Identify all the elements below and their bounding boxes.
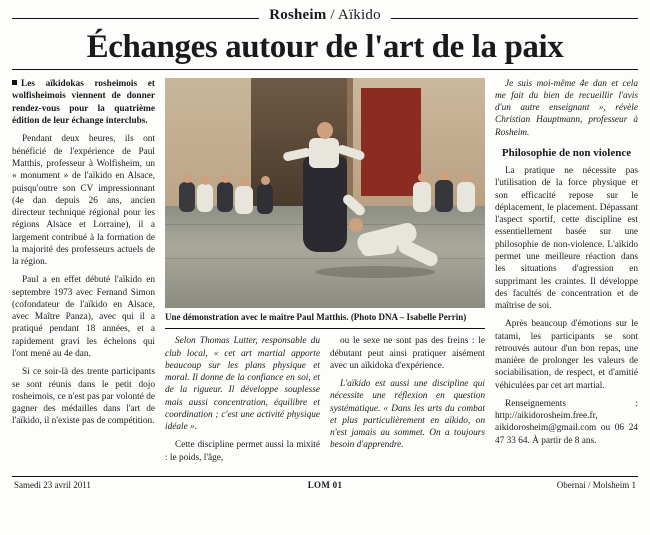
figure-head [201, 176, 210, 185]
figure-head [440, 171, 449, 180]
figure-seated [217, 182, 233, 212]
column-mid-left [165, 335, 320, 470]
figure-seated [197, 184, 213, 212]
article-columns [12, 78, 638, 470]
column-left [12, 78, 155, 434]
section-kicker [12, 0, 638, 24]
paragraph: L'aïkido est aussi une discipline qui nécessite une réflexion en question systématique. « Dans les arts du combat et plus particulièrement en aïkido, on n'est jamais au sommet. On a toujours besoin d'apprendre. [330, 379, 485, 451]
paragraph: Selon Thomas Lutter, responsable du club local, « cet art martial apporte beaucoup sur les plans physique et moral. Il donne de la confiance en soi, et de la rigueur. Il développe souplesse mais aussi concentration, équilibre et coordination ; c'est une activité physique idéale ». [165, 336, 320, 433]
section-sub: Aïkido [337, 7, 381, 23]
subheading-philosophy: Philosophie de non violence [501, 146, 632, 159]
contact-info: Renseignements : http://aikidorosheim.free.fr, aikidorosheim@gmail.com ou 06 24 47 33 64. À partir de 8 ans. [495, 398, 638, 446]
figure-master-head [317, 122, 333, 139]
column-right [495, 78, 638, 453]
figure-seated [457, 182, 475, 212]
figure-head [462, 173, 471, 182]
column-mid-right [330, 335, 485, 470]
figure-seated [179, 182, 195, 212]
figure-head [240, 177, 249, 186]
photo-figures [165, 78, 485, 308]
paragraph: Paul a en effet débuté l'aïkido en septembre 1973 avec Fernand Simon (cofondateur de l'aïkido en Alsace, avec Maître Panza), avec qui il a pratiqué pendant 18 années, et a rapidement gravi les échelons qui l'ont mené au 4e dan. [12, 275, 155, 359]
figure-uke-leg [360, 240, 397, 257]
figure-uke-leg [396, 237, 440, 268]
bullet-square-icon [12, 80, 17, 85]
figure-uke-head [349, 218, 363, 232]
headline-rule [12, 69, 638, 70]
page-title: Échanges autour de l'art de la paix [86, 29, 564, 65]
section-main: Rosheim [269, 7, 327, 23]
lead-text: Les aïkidokas rosheimois et wolfisheimois viennent de donner rendez-vous pour la quatrième édition de leur échange interclubs. [12, 78, 155, 126]
caption-credit: (Photo DNA – Isabelle Perrin) [350, 311, 467, 322]
paragraph: Cette discipline permet aussi la mixité : le poids, l'âge, [165, 440, 320, 463]
figure-seated [257, 184, 273, 214]
photo-shadow [315, 266, 435, 278]
kicker-text [259, 7, 391, 24]
article-photo [165, 78, 485, 308]
photo-caption [165, 312, 485, 324]
figure-head [418, 173, 427, 182]
pull-quote: Je suis moi-même 4e dan et cela me fait du bien de recueillir l'avis d'un autre enseignant », révèle Christian Hauptmann, professeur à Rosheim. [495, 78, 638, 138]
figure-seated [235, 186, 253, 214]
figure-head [183, 174, 192, 183]
section-separator: / [330, 7, 335, 23]
figure-master-hakama [303, 156, 347, 252]
figure-master-gi [309, 138, 339, 168]
page-footer [12, 477, 638, 490]
paragraph: Si ce soir-là des trente participants se sont réunis dans le petit dojo rosheimois, ce n'est pas par volonté de gagner des médailles dans l'art de l'aïkido, il n'existe pas de compétition. [12, 367, 155, 427]
column-middle [165, 78, 485, 470]
paragraph: Après beaucoup d'émotions sur le tatami, les participants se sont retrouvés autour d'un bon repas, une manière de prolonger les valeurs de sociabilisation, de respect, et d'amitié véhiculées par cet art martial. [495, 319, 638, 391]
lead-paragraph [12, 78, 155, 128]
paragraph: La pratique ne nécessite pas l'utilisation de la force physique et son efficacité repose sur le déplacement, le placement. Dépassant l'aspect sportif, cette discipline est essentiellement basée sur une philosophie de non-violence. L'aïkido permet une meilleure réaction dans les situations d'agression en supprimant les craintes. Il développe des facultés de concentration et de maîtrise de soi. [495, 166, 638, 312]
caption-rule [165, 328, 485, 329]
figure-head [221, 174, 230, 183]
paragraph: ou le sexe ne sont pas des freins : le débutant peut ainsi pratiquer aisément avec un aïkidoka d'expérience. [330, 336, 485, 371]
caption-text: Une démonstration avec le maître Paul Matthis. [165, 311, 349, 322]
footer-date: Samedi 23 avril 2011 [14, 479, 91, 490]
middle-subcolumns [165, 335, 485, 470]
paragraph: Pendant deux heures, ils ont bénéficié de l'expérience de Paul Matthis, professeur à Wolfisheim, un « monument » de l'aïkido en Alsace, puisqu'outre son CV impressionnant (4e dan depuis 26 ans, ancien directeur technique régional pour les régions Alsace et Lorraine), il a largement contribué à la formation de la majorité des professeurs actuels de la région. [12, 134, 155, 268]
figure-seated [413, 182, 431, 212]
footer-edition-name: Obernai / Molsheim 1 [556, 479, 636, 490]
figure-seated [435, 180, 453, 212]
footer-edition-code: LOM 01 [307, 479, 343, 490]
figure-head [261, 176, 270, 185]
